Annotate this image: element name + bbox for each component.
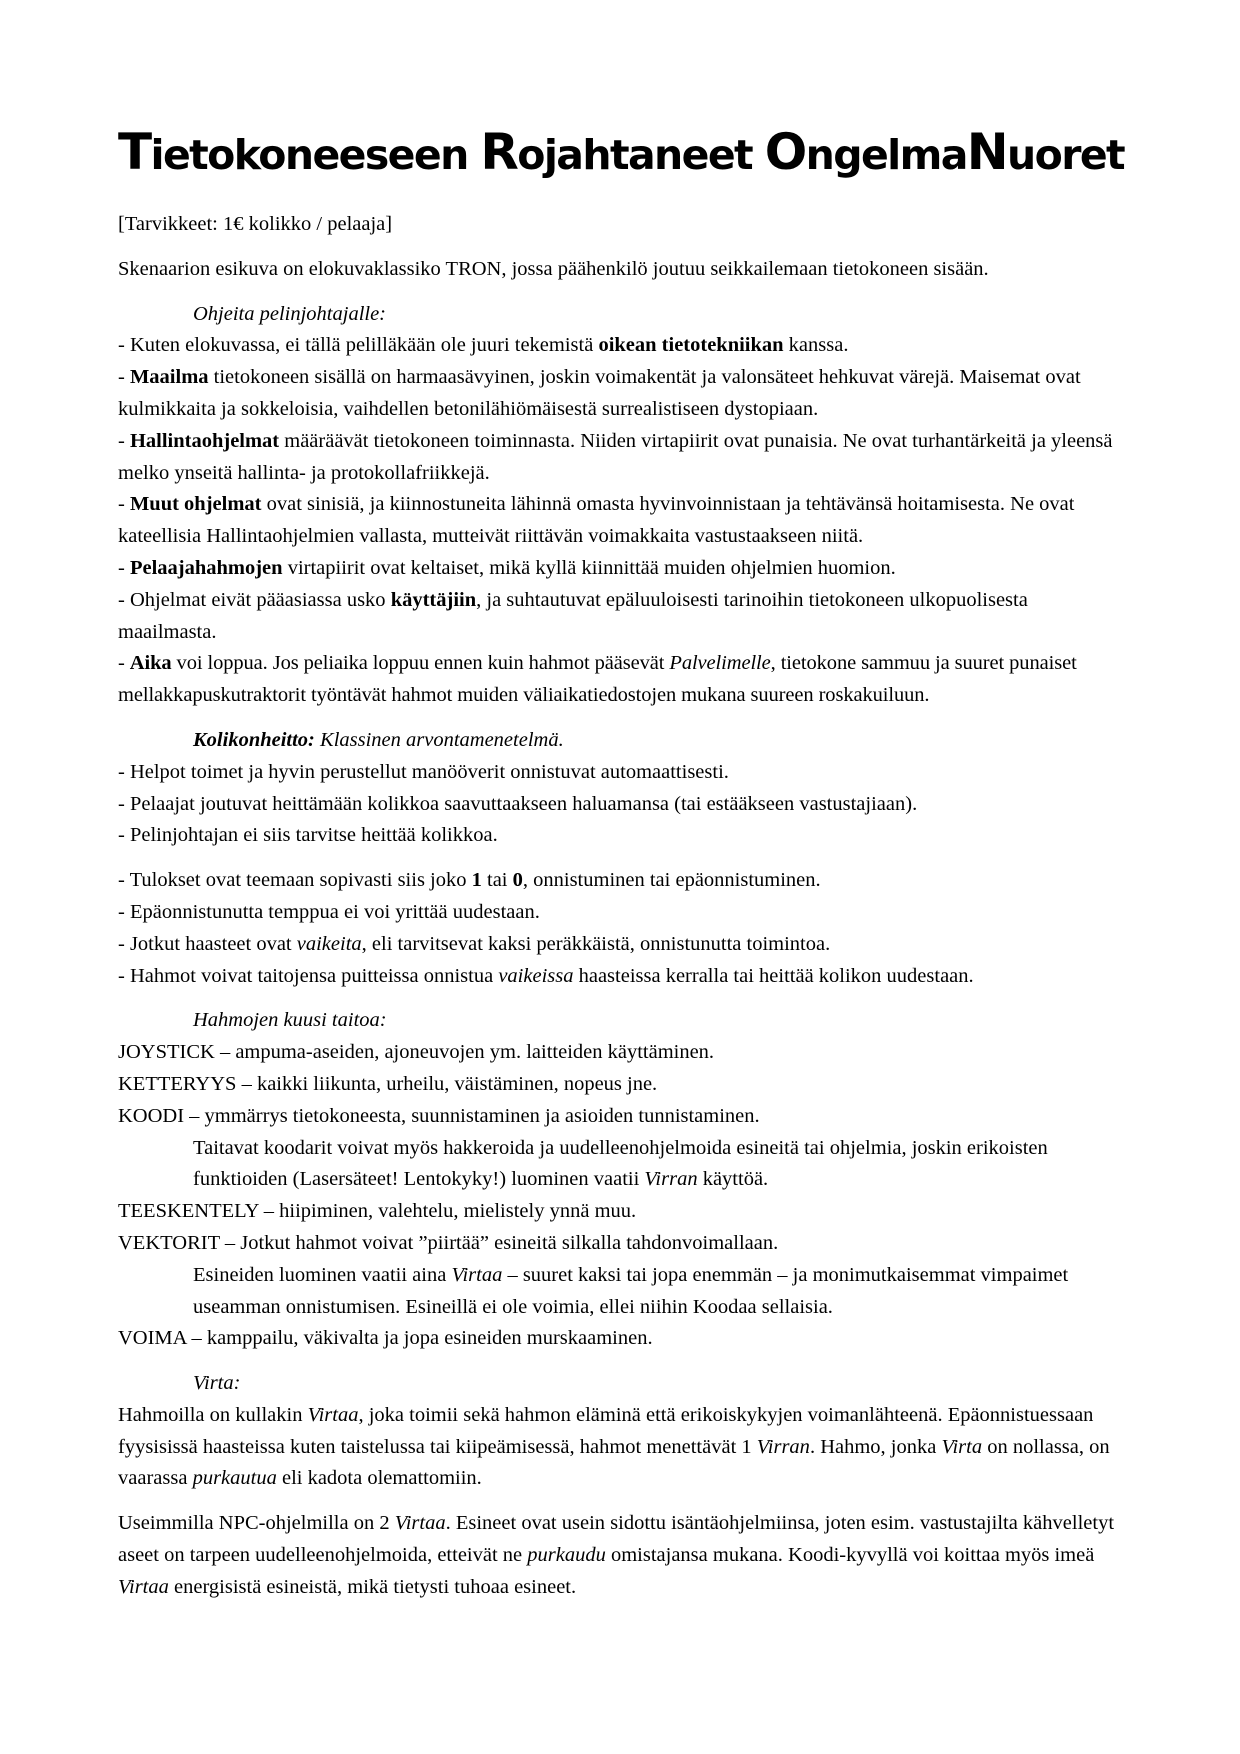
- skill-joystick: JOYSTICK – ampuma-aseiden, ajoneuvojen ym. laitteiden käyttäminen.: [118, 1041, 715, 1064]
- virta-paragraph-2: Useimmilla NPC-ohjelmilla on 2 Virtaa. Esineet ovat usein sidottu isäntäohjelmiinsa, joten esim. vastustajilta kähvelletyt aseet on tarpeen uudelleenohjelmoida, etteivät ne purkaudu omistajansa mukana. Koodi-kyvyllä voi koittaa myös imeä Virtaa energisistä esineistä, mikä tietysti tuhoaa esineet.: [118, 1512, 1115, 1598]
- skills-section: [118, 1005, 1122, 1355]
- gm-item-3: - Hallintaohjelmat määräävät tietokoneen toiminnasta. Niiden virtapiirit ovat punaisia. Ne ovat turhantärkeitä ja yleensä melko ynseitä hallinta- ja protokollafriikkejä.: [118, 429, 1113, 484]
- coin-item-4: - Tulokset ovat teemaan sopivasti siis joko 1 tai 0, onnistuminen tai epäonnistuminen.: [118, 869, 821, 892]
- gm-item-2: - Maailma tietokoneen sisällä on harmaasävyinen, joskin voimakentät ja valonsäteet hehkuvat värejä. Maisemat ovat kulmikkaita ja sokkeloisia, vaihdellen betonilähiömäisestä surrealistiseen dystopiaan.: [118, 366, 1081, 420]
- supplies-line: [Tarvikkeet: 1€ kolikko / pelaaja]: [118, 213, 393, 235]
- coin-item-6: - Jotkut haasteet ovat vaikeita, eli tarvitsevat kaksi peräkkäistä, onnistunutta toimintoa.: [118, 932, 831, 955]
- gm-item-1: - Kuten elokuvassa, ei tällä pelilläkään ole juuri tekemistä oikean tietotekniikan kanssa.: [118, 334, 849, 357]
- intro-paragraph: Skenaarion esikuva on elokuvaklassiko TRON, jossa päähenkilö joutuu seikkailemaan tietokoneen sisään.: [118, 257, 989, 280]
- skill-vektorit: VEKTORIT – Jotkut hahmot voivat ”piirtää” esineitä silkalla tahdonvoimallaan.: [118, 1231, 779, 1254]
- coin-item-2: - Pelaajat joutuvat heittämään kolikkoa saavuttaakseen haluamansa (tai estääkseen vastustajiaan).: [118, 792, 918, 815]
- virta-heading: Virta:: [193, 1372, 241, 1395]
- gm-heading: Ohjeita pelinjohtajalle:: [193, 302, 387, 325]
- page-title: Tietokoneeseen Rojahtaneet OngelmaNuoret: [118, 123, 1125, 181]
- coin-item-7: - Hahmot voivat taitojensa puitteissa onnistua vaikeissa haasteissa kerralla tai heittää kolikon uudestaan.: [118, 964, 974, 987]
- virta-section: [118, 1368, 1122, 1604]
- coin-item-3: - Pelinjohtajan ei siis tarvitse heittää kolikkoa.: [118, 824, 498, 847]
- skill-vektorit-note: Esineiden luominen vaatii aina Virtaa – suuret kaksi tai jopa enemmän – ja monimutkaisemmat vimpaimet useamman onnistumisen. Esineillä ei ole voimia, ellei niihin Koodaa sellaisia.: [193, 1263, 1069, 1318]
- skills-heading: Hahmojen kuusi taitoa:: [193, 1009, 387, 1032]
- gm-item-7: - Aika voi loppua. Jos peliaika loppuu ennen kuin hahmot pääsevät Palvelimelle, tietokone sammuu ja suuret punaiset mellakkapuskutraktorit työntävät hahmot muiden väliaikatiedostojen mukana suureen roskakuiluun.: [118, 652, 1077, 707]
- skill-koodi-note: Taitavat koodarit voivat myös hakkeroida ja uudelleenohjelmoida esineitä tai ohjelmia, joskin erikoisten funktioiden (Lasersäteet! Lentokyky!) luominen vaatii Virran käyttöä.: [193, 1136, 1048, 1191]
- coin-item-1: - Helpot toimet ja hyvin perustellut manööverit onnistuvat automaattisesti.: [118, 760, 729, 783]
- document-body: [118, 209, 1122, 1604]
- skill-voima: VOIMA – kamppailu, väkivalta ja jopa esineiden murskaaminen.: [118, 1327, 653, 1350]
- gm-item-4: - Muut ohjelmat ovat sinisiä, ja kiinnostuneita lähinnä omasta hyvinvoinnistaan ja tehtävänsä hoitamisesta. Ne ovat kateellisia Hallintaohjelmien vallasta, mutteivät riittävän voimakkaita vastustaakseen niitä.: [118, 493, 1075, 548]
- gm-section: [118, 299, 1122, 712]
- coin-item-5: - Epäonnistunutta temppua ei voi yrittää uudestaan.: [118, 900, 540, 923]
- virta-paragraph-1: Hahmoilla on kullakin Virtaa, joka toimii sekä hahmon eläminä että erikoiskykyjen voimanlähteenä. Epäonnistuessaan fyysisissä haasteissa kuten taistelussa tai kiipeämisessä, hahmot menettävät 1 Virran. Hahmo, jonka Virta on nollassa, on vaarassa purkautua eli kadota olemattomiin.: [118, 1403, 1110, 1490]
- coin-section: [118, 725, 1122, 992]
- skill-teeskentely: TEESKENTELY – hiipiminen, valehtelu, mielistely ynnä muu.: [118, 1200, 637, 1223]
- coin-heading: Kolikonheitto: Klassinen arvontamenetelmä.: [193, 728, 564, 751]
- skill-ketteryys: KETTERYYS – kaikki liikunta, urheilu, väistäminen, nopeus jne.: [118, 1072, 658, 1095]
- gm-item-5: - Pelaajahahmojen virtapiirit ovat keltaiset, mikä kyllä kiinnittää muiden ohjelmien huomion.: [118, 556, 896, 579]
- gm-item-6: - Ohjelmat eivät pääasiassa usko käyttäjiin, ja suhtautuvat epäluuloisesti tarinoihin tietokoneen ulkopuolisesta maailmasta.: [118, 588, 1028, 643]
- skill-koodi: KOODI – ymmärrys tietokoneesta, suunnistaminen ja asioiden tunnistaminen.: [118, 1104, 760, 1127]
